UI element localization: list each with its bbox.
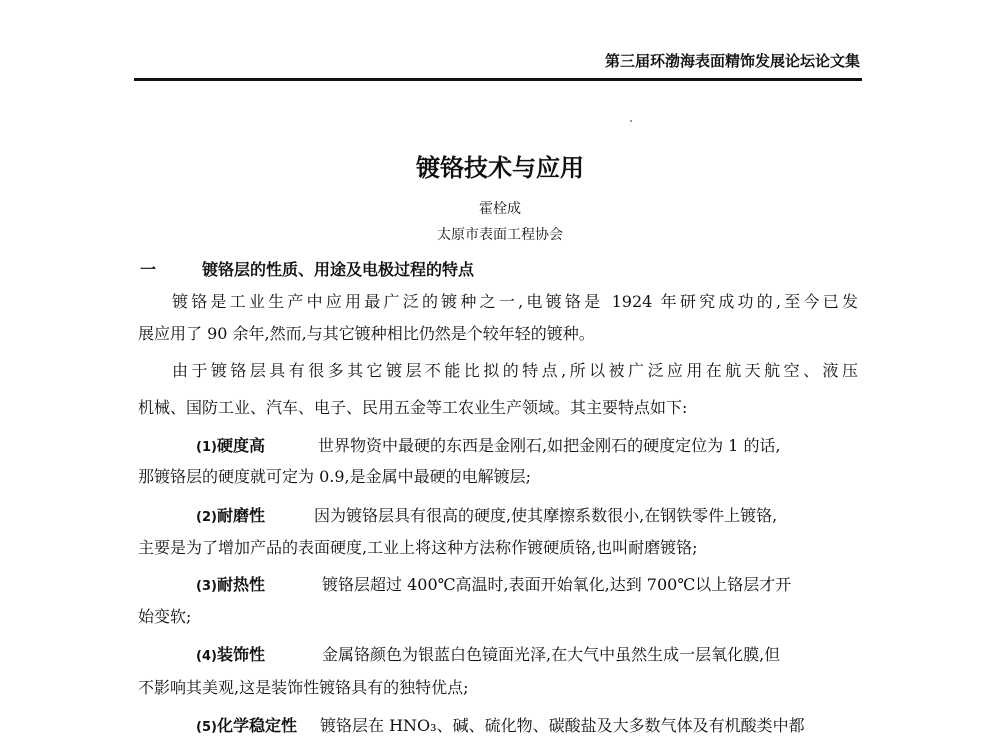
feature-item [196, 644, 858, 668]
feature-number: (4) [196, 649, 217, 664]
paragraph-line: 机械、国防工业、汽车、电子、民用五金等工农业生产领域。其主要特点如下: [138, 398, 688, 417]
feature-item [196, 715, 858, 739]
paragraph-line: 主要是为了增加产品的表面硬度,工业上将这种方法称作镀硬质铬,也叫耐磨镀铬; [138, 538, 698, 557]
paragraph-line: 那镀铬层的硬度就可定为 0.9,是金属中最硬的电解镀层; [138, 467, 532, 486]
feature-label: 硬度高 [216, 436, 265, 455]
section-title: 镀铬层的性质、用途及电极过程的特点 [202, 260, 475, 279]
feature-label: 装饰性 [216, 645, 265, 664]
section-number: 一 [140, 260, 157, 279]
running-header: 第三届环渤海表面精饰发展论坛论文集 [604, 52, 860, 70]
article-title: 镀铬技术与应用 [416, 154, 584, 182]
paragraph-line: 镀铬是工业生产中应用最广泛的镀种之一,电镀铬是 1924 年研究成功的,至今已发 [172, 292, 858, 311]
paragraph-line: 由于镀铬层具有很多其它镀层不能比拟的特点,所以被广泛应用在航天航空、液压 [172, 361, 858, 380]
scan-speck [630, 120, 632, 122]
feature-text: 镀铬层超过 400℃高温时,表面开始氧化,达到 700℃以上铬层才开 [322, 575, 792, 594]
paragraph-line: 始变软; [138, 607, 192, 626]
feature-label: 化学稳定性 [216, 716, 297, 735]
author: 霍栓成 [479, 201, 521, 217]
feature-item [196, 574, 858, 598]
organization: 太原市表面工程协会 [437, 227, 563, 243]
feature-number: (2) [196, 510, 217, 525]
feature-text: 因为镀铬层具有很高的硬度,使其摩擦系数很小,在钢铁零件上镀铬, [314, 506, 778, 525]
feature-number: (3) [196, 579, 217, 594]
section-heading [140, 257, 474, 280]
feature-item [196, 505, 858, 529]
feature-item [196, 435, 858, 459]
feature-number: (1) [196, 440, 217, 455]
feature-text: 金属铬颜色为银蓝白色镜面光泽,在大气中虽然生成一层氧化膜,但 [322, 645, 781, 664]
feature-number: (5) [196, 720, 217, 735]
feature-label: 耐热性 [216, 575, 265, 594]
paragraph-line: 不影响其美观,这是装饰性镀铬具有的独特优点; [138, 678, 469, 697]
header-rule [134, 78, 862, 81]
paragraph-line: 展应用了 90 余年,然而,与其它镀种相比仍然是个较年轻的镀种。 [138, 324, 595, 343]
feature-text: 世界物资中最硬的东西是金刚石,如把金刚石的硬度定位为 1 的话, [318, 436, 781, 455]
feature-label: 耐磨性 [216, 506, 265, 525]
feature-text: 镀铬层在 HNO₃、碱、硫化物、碳酸盐及大多数气体及有机酸类中都 [320, 716, 805, 735]
